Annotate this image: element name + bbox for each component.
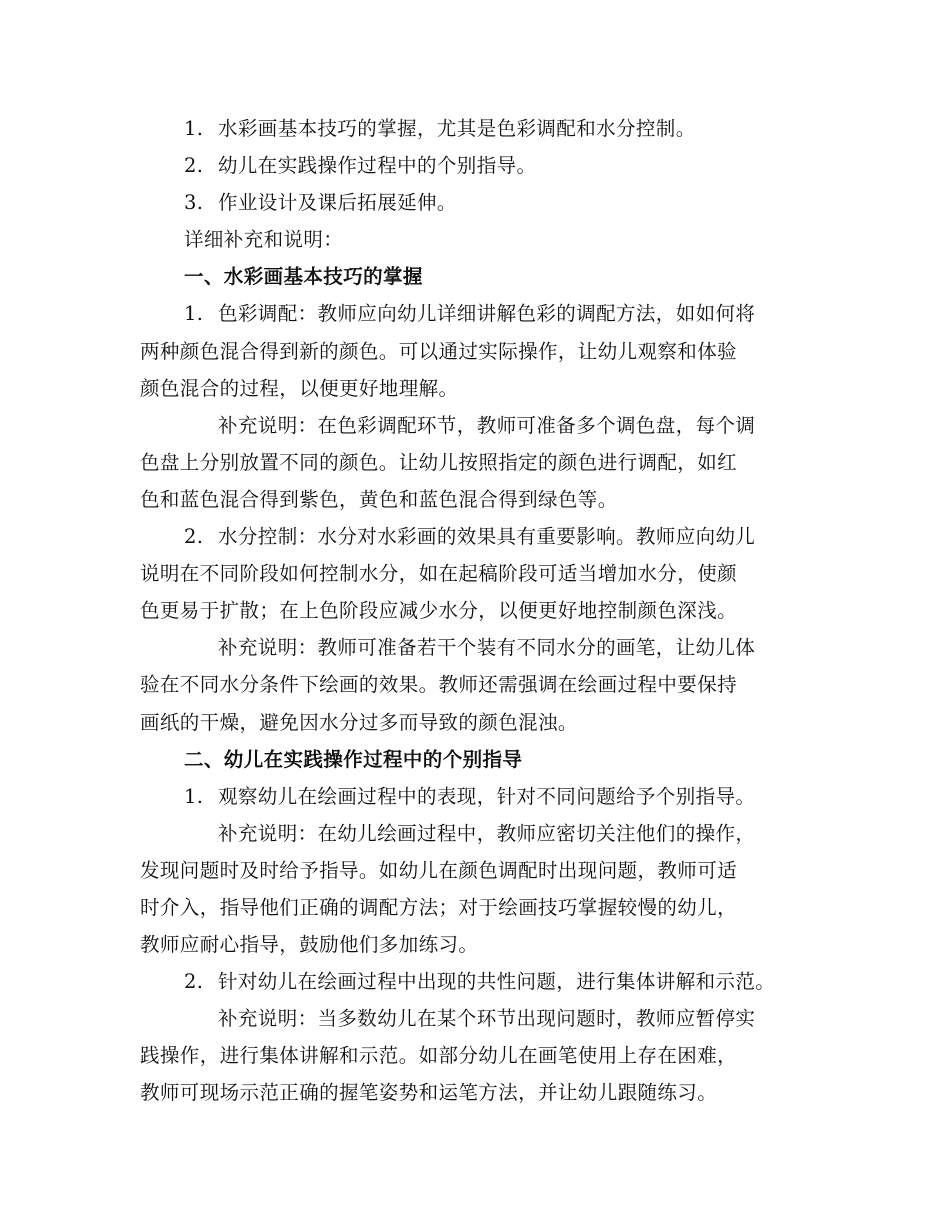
- line-text: 针对幼儿在绘画过程中出现的共性问题，进行集体讲解和示范。: [218, 970, 776, 994]
- list-number: 2.: [184, 970, 204, 994]
- paragraph-line: [140, 963, 950, 1000]
- paragraph-line: 发现问题时及时给予指导。如幼儿在颜色调配时出现问题，教师可适: [140, 858, 738, 882]
- paragraph-line: [140, 295, 950, 332]
- line-text: 水彩画基本技巧的掌握，尤其是色彩调配和水分控制。: [218, 117, 696, 140]
- paragraph-line: 两种颜色混合得到新的颜色。可以通过实际操作，让幼儿观察和体验: [140, 339, 738, 363]
- list-number: 1.: [184, 784, 204, 808]
- supplement-note: 补充说明：教师可准备若干个装有不同水分的画笔，让幼儿体: [218, 636, 756, 660]
- line-text: 作业设计及课后拓展延伸。: [218, 191, 457, 215]
- line-text: 观察幼儿在绘画过程中的表现，针对不同问题给予个别指导。: [218, 784, 756, 808]
- section-heading-2: 二、幼儿在实践操作过程中的个别指导: [184, 747, 523, 771]
- line-text: 色彩调配：教师应向幼儿详细讲解色彩的调配方法，如如何将: [218, 302, 756, 326]
- paragraph-line: 色和蓝色混合得到紫色，黄色和蓝色混合得到绿色等。: [140, 487, 618, 511]
- list-number: 3.: [184, 191, 204, 215]
- paragraph-line: 教师应耐心指导，鼓励他们多加练习。: [140, 933, 479, 957]
- list-number: 2.: [184, 154, 204, 178]
- paragraph-line: [140, 518, 950, 555]
- paragraph-line: [140, 778, 950, 815]
- key-point-2: [140, 147, 950, 184]
- supplement-note: 补充说明：在色彩调配环节，教师可准备多个调色盘，每个调: [218, 413, 756, 437]
- line-text: 水分控制：水分对水彩画的效果具有重要影响。教师应向幼儿: [218, 525, 756, 549]
- paragraph-line: 践操作，进行集体讲解和示范。如部分幼儿在画笔使用上存在困难，: [140, 1044, 738, 1068]
- supplement-heading: 详细补充和说明：: [184, 228, 344, 252]
- line-text: 幼儿在实践操作过程中的个别指导。: [218, 154, 537, 178]
- paragraph-line: 说明在不同阶段如何控制水分，如在起稿阶段可适当增加水分，使颜: [140, 562, 738, 586]
- key-point-3: [140, 184, 950, 221]
- list-number: 2.: [184, 525, 204, 549]
- key-point-1: [140, 110, 950, 147]
- paragraph-line: 验在不同水分条件下绘画的效果。教师还需强调在绘画过程中要保持: [140, 673, 738, 697]
- supplement-note: 补充说明：在幼儿绘画过程中，教师应密切关注他们的操作，: [218, 821, 756, 845]
- supplement-note: 补充说明：当多数幼儿在某个环节出现问题时，教师应暂停实: [218, 1007, 756, 1031]
- paragraph-line: 色盘上分别放置不同的颜色。让幼儿按照指定的颜色进行调配，如红: [140, 450, 738, 474]
- paragraph-line: 时介入，指导他们正确的调配方法；对于绘画技巧掌握较慢的幼儿，: [140, 895, 738, 919]
- section-heading-1: 一、水彩画基本技巧的掌握: [184, 265, 423, 289]
- paragraph-line: 教师可现场示范正确的握笔姿势和运笔方法，并让幼儿跟随练习。: [140, 1081, 718, 1105]
- paragraph-line: 颜色混合的过程，以便更好地理解。: [140, 376, 459, 400]
- paragraph-line: 画纸的干燥，避免因水分过多而导致的颜色混浊。: [140, 710, 578, 734]
- list-number: 1.: [184, 302, 204, 326]
- list-number: 1.: [184, 117, 204, 140]
- paragraph-line: 色更易于扩散；在上色阶段应减少水分，以便更好地控制颜色深浅。: [140, 599, 738, 623]
